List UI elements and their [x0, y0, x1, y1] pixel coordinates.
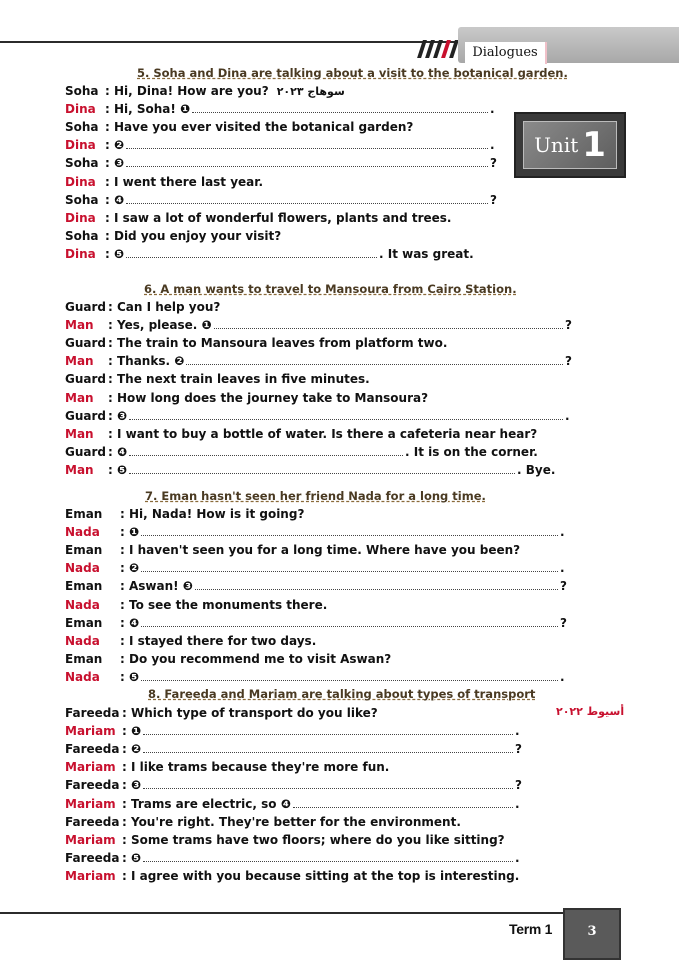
dialogue-line [65, 371, 370, 387]
line-text: : Have you ever visited the botanical garden? [105, 120, 414, 135]
speaker-name: Fareeda [65, 706, 120, 720]
line-text: : Yes, please. ❶ [108, 318, 212, 333]
dialogue-line [65, 615, 567, 631]
dialogue-line [65, 651, 391, 667]
speaker-name: Dina [65, 210, 96, 225]
dialogue-line [65, 228, 281, 244]
speaker-name: Man [65, 390, 94, 405]
section-7-heading: 7. Eman hasn't seen her friend Nada for a long time. [145, 489, 486, 503]
line-text: : ❹ [120, 615, 140, 630]
answer-blank[interactable] [126, 156, 488, 167]
line-text: : ❹ [105, 192, 125, 207]
speaker-name: Mariam [65, 724, 116, 739]
line-ending: ? [515, 778, 522, 793]
answer-blank[interactable] [141, 561, 558, 572]
dialogue-line [65, 462, 555, 478]
speaker-name: Soha [65, 192, 99, 207]
line-text: : ❷ [120, 561, 140, 576]
dialogue-line [65, 299, 220, 315]
speaker-name: Fareeda [65, 742, 120, 757]
line-text: : Can I help you? [108, 300, 221, 314]
dialogue-line [65, 542, 520, 558]
speaker-name: Mariam [65, 760, 116, 775]
line-text: : The next train leaves in five minutes. [108, 372, 370, 387]
line-text: : ❺ [105, 246, 125, 261]
speaker-name: Nada [65, 597, 100, 612]
line-ending: . It was great. [379, 246, 474, 261]
dialogue-line [65, 814, 461, 830]
speaker-name: Dina [65, 174, 96, 189]
line-ending: . [515, 796, 520, 811]
speaker-name: Eman [65, 651, 103, 666]
line-text: : Hi, Nada! How is it going? [120, 507, 305, 521]
speaker-name: Fareeda [65, 850, 120, 865]
answer-blank[interactable] [129, 445, 403, 456]
dialogue-line [65, 796, 520, 812]
dialogue-line [65, 101, 495, 117]
speaker-name: Dina [65, 138, 96, 153]
line-ending: . It is on the corner. [405, 444, 538, 459]
speaker-name: Man [65, 318, 94, 333]
speaker-name: Eman [65, 579, 103, 594]
line-text: : Do you recommend me to visit Aswan? [120, 651, 392, 666]
line-text: : Thanks. ❷ [108, 354, 185, 369]
line-text: : I saw a lot of wonderful flowers, plants and trees. [105, 210, 452, 225]
line-text: : ❶ [122, 724, 142, 739]
term-label: Term 1 [509, 921, 553, 937]
unit-word: Unit [534, 133, 579, 157]
line-ending: ? [565, 318, 572, 333]
speaker-name: Guard [65, 336, 106, 351]
answer-blank[interactable] [126, 138, 488, 149]
speaker-name: Man [65, 462, 94, 477]
dialogue-line [65, 353, 572, 369]
line-ending: ? [560, 615, 567, 630]
line-text: : I went there last year. [105, 174, 264, 189]
line-text: : Hi, Dina! How are you? [105, 84, 269, 98]
answer-blank[interactable] [126, 247, 377, 258]
speaker-name: Guard [65, 300, 106, 314]
answer-blank[interactable] [293, 797, 513, 808]
dialogue-line [65, 832, 505, 848]
line-text: : Aswan! ❸ [120, 579, 193, 594]
speaker-name: Eman [65, 615, 103, 630]
answer-blank[interactable] [143, 742, 513, 753]
dialogue-line [65, 560, 565, 576]
line-ending: . [490, 102, 495, 117]
dialogue-line [65, 444, 538, 460]
speaker-name: Man [65, 426, 94, 441]
answer-blank[interactable] [141, 616, 558, 627]
section-8-exam-note: أسيوط ٢٠٢٢ [556, 705, 625, 718]
line-text: : ❷ [122, 742, 142, 757]
line-text: : ❹ [108, 444, 128, 459]
answer-blank[interactable] [143, 724, 513, 735]
line-text: : How long does the journey take to Mansoura? [108, 390, 429, 405]
answer-blank[interactable] [143, 851, 513, 862]
line-text: : I agree with you because sitting at the top is interesting. [122, 868, 520, 883]
dialogue-line [65, 317, 572, 333]
speaker-name: Guard [65, 408, 106, 423]
speaker-name: Man [65, 354, 94, 369]
speaker-name: Eman [65, 507, 103, 521]
dialogue-line [65, 335, 447, 351]
bottom-rule [0, 912, 570, 914]
dialogue-line [65, 850, 520, 866]
line-text: : The train to Mansoura leaves from platform two. [108, 336, 448, 351]
line-ending: . [515, 724, 520, 739]
line-text: : Did you enjoy your visit? [105, 228, 282, 243]
line-ending: ? [490, 156, 497, 171]
line-text: : I haven't seen you for a long time. Where have you been? [120, 543, 521, 558]
speaker-name: Nada [65, 669, 100, 684]
line-text: : Hi, Soha! ❶ [105, 102, 191, 117]
dialogue-line [65, 723, 520, 739]
page-number-box [563, 908, 621, 960]
header-tab-label: Dialogues [465, 42, 547, 64]
section-6-heading: 6. A man wants to travel to Mansoura from Cairo Station. [144, 282, 517, 296]
line-text: : ❺ [122, 850, 142, 865]
line-ending: . [490, 138, 495, 153]
speaker-name: Nada [65, 525, 100, 540]
line-ending: . Bye. [517, 462, 556, 477]
dialogue-line [65, 506, 304, 522]
dialogue-line [65, 155, 497, 171]
line-text: : You're right. They're better for the environment. [122, 814, 461, 829]
dialogue-line [65, 246, 474, 262]
line-ending: . [560, 561, 565, 576]
dialogue-line [65, 868, 519, 884]
speaker-name: Mariam [65, 832, 116, 847]
line-ending: ? [560, 579, 567, 594]
line-text: : I stayed there for two days. [120, 633, 317, 648]
speaker-name: Mariam [65, 868, 116, 883]
answer-blank[interactable] [141, 670, 558, 681]
speaker-name: Guard [65, 372, 106, 387]
line-text: : Trams are electric, so ❹ [122, 796, 291, 811]
speaker-name: Nada [65, 633, 100, 648]
dialogue-line [65, 759, 389, 775]
line-text: : ❸ [108, 408, 128, 423]
line-ending: ? [515, 742, 522, 757]
dialogue-line [65, 137, 495, 153]
speaker-name: Eman [65, 543, 103, 558]
exam-note: سوهاج ٢٠٢٣ [276, 85, 345, 98]
line-ending: . [560, 525, 565, 540]
line-ending: . [515, 850, 520, 865]
speaker-name: Soha [65, 228, 99, 243]
dialogue-line [65, 578, 567, 594]
line-text: : ❸ [122, 778, 142, 793]
dialogue-line [65, 192, 497, 208]
line-text: : ❶ [120, 525, 140, 540]
speaker-name: Fareeda [65, 778, 120, 793]
dialogue-line [65, 408, 570, 424]
answer-blank[interactable] [129, 463, 515, 474]
unit-badge [514, 112, 626, 178]
dialogue-line [65, 210, 452, 226]
dialogue-line [65, 390, 428, 406]
dialogue-line [65, 705, 378, 721]
speaker-name: Soha [65, 84, 99, 98]
line-text: : ❺ [120, 669, 140, 684]
answer-blank[interactable] [192, 102, 488, 113]
speaker-name: Mariam [65, 796, 116, 811]
answer-blank[interactable] [143, 778, 513, 789]
dialogue-line [65, 597, 327, 613]
line-ending: . [560, 669, 565, 684]
page-number: 3 [587, 924, 597, 939]
dialogue-line [65, 524, 565, 540]
speaker-name: Fareeda [65, 814, 120, 829]
section-5-heading: 5. Soha and Dina are talking about a visit to the botanical garden. [137, 66, 568, 80]
dialogue-line [65, 174, 263, 190]
speaker-name: Dina [65, 102, 96, 117]
answer-blank[interactable] [141, 525, 558, 536]
line-text: : ❸ [105, 156, 125, 171]
dialogue-line [65, 741, 522, 757]
dialogue-line [65, 777, 522, 793]
line-ending: ? [490, 192, 497, 207]
dialogue-line [65, 83, 345, 99]
line-text: : Which type of transport do you like? [122, 706, 378, 720]
dialogue-line [65, 426, 537, 442]
speaker-name: Soha [65, 120, 99, 135]
answer-blank[interactable] [126, 193, 488, 204]
dialogue-line [65, 119, 413, 135]
speaker-name: Dina [65, 246, 96, 261]
speaker-name: Guard [65, 444, 106, 459]
answer-blank[interactable] [186, 354, 563, 365]
line-ending: . [565, 408, 570, 423]
line-text: : I want to buy a bottle of water. Is there a cafeteria near hear? [108, 426, 538, 441]
line-ending: ? [565, 354, 572, 369]
line-text: : I like trams because they're more fun. [122, 760, 390, 775]
answer-blank[interactable] [129, 409, 563, 420]
section-8-heading: 8. Fareeda and Mariam are talking about types of transport [148, 687, 536, 701]
line-text: : ❺ [108, 462, 128, 477]
answer-blank[interactable] [214, 318, 563, 329]
dialogue-line [65, 633, 316, 649]
speaker-name: Nada [65, 561, 100, 576]
line-text: : To see the monuments there. [120, 597, 328, 612]
speaker-name: Soha [65, 156, 99, 171]
unit-number: 1 [582, 125, 606, 165]
line-text: : Some trams have two floors; where do you like sitting? [122, 832, 505, 847]
top-rule [0, 41, 465, 43]
answer-blank[interactable] [195, 579, 558, 590]
line-text: : ❷ [105, 138, 125, 153]
dialogue-line [65, 669, 565, 685]
